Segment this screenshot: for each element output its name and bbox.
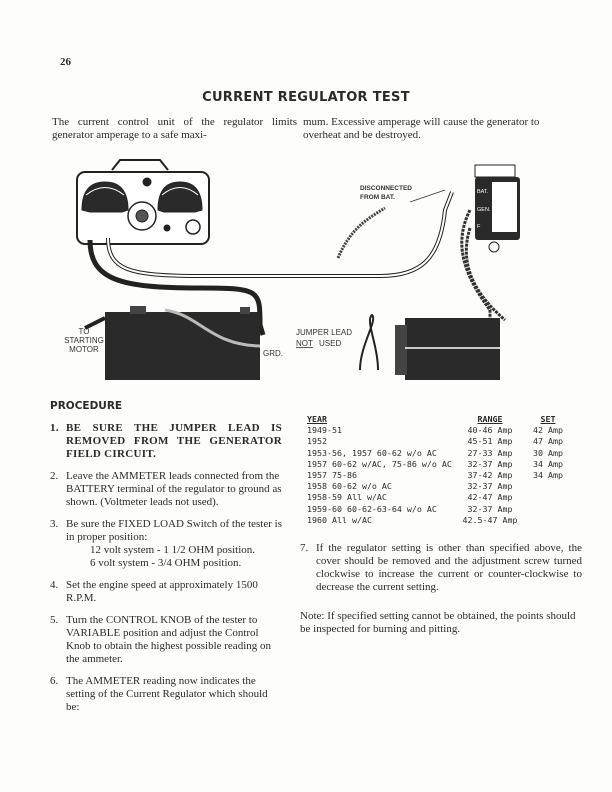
step-number: 2. [50,470,59,482]
table-row [307,448,573,459]
cell-year: 1958 60-62 w/o AC [307,481,392,492]
cell-range: 32-37 Amp [467,481,513,492]
cell-year: 1949-51 [307,425,342,436]
note: Note: If specified setting cannot be obtained, the points should be inspected for burning and pitting. [300,610,576,635]
cell-year: 1953-56, 1957 60-62 w/o AC [307,447,437,458]
cell-range: 32-37 Amp [467,458,513,469]
step-sub-6v: 6 volt system - 3/4 OHM position. [90,557,242,569]
cell-year: 1957 60-62 w/AC, 75-86 w/o AC [307,458,452,469]
step-text: Be sure the FIXED LOAD Switch of the tester is in proper position: [66,518,282,543]
tester-unit [77,160,209,244]
header-set: SET [540,414,556,424]
cell-year: 1960 All w/AC [307,514,372,525]
header-year: YEAR [307,414,327,424]
cell-set: 42 Amp [533,425,563,436]
cell-range: 40-46 Amp [467,425,513,436]
cell-range: 45-51 Amp [467,436,513,447]
table-row [307,425,573,436]
cell-set: 34 Amp [533,470,563,481]
cell-set: 34 Amp [533,458,563,469]
label-bat-terminal: BAT. [477,189,489,195]
step-1 [50,422,282,461]
cell-range: 27-33 Amp [467,447,513,458]
procedure-heading: PROCEDURE [50,400,123,412]
label-motor: MOTOR [69,345,99,354]
table-row [307,470,573,481]
intro-left: The current control unit of the regulator limits generator amperage to a safe maxi- [52,116,297,141]
cell-year: 1959-60 60-62-63-64 w/o AC [307,503,437,514]
table-row [307,481,573,492]
table-row [307,459,573,470]
cell-range: 32-37 Amp [467,503,513,514]
label-to: TO [78,327,90,336]
cell-set [523,515,573,526]
step-text: Leave the AMMETER leads connected from the BATTERY terminal of the regulator to ground as shown. (Voltmeter leads not used). [66,470,282,508]
cell-set [523,504,573,515]
table-row [307,492,573,503]
header-range: RANGE [477,414,503,424]
step-text: Turn the CONTROL KNOB of the tester to VARIABLE position and adjust the Control Knob to obtain the highest possible reading on the ammeter. [66,614,271,665]
step-number: 1. [50,422,59,434]
step-2 [50,470,282,509]
table-body [307,425,573,526]
label-starting: STARTING [64,336,104,345]
step-number: 4. [50,579,59,591]
cell-set: 47 Amp [533,436,563,447]
generator [395,318,500,380]
step-3 [50,518,282,570]
cell-year: 1952 [307,436,327,447]
step-7 [300,542,582,594]
step-number: 6. [50,675,59,687]
cell-set [523,481,573,492]
cell-set [523,492,573,503]
regulator-settings-table [307,414,573,526]
intro-right: mum. Excessive amperage will cause the generator to overheat and be destroyed. [303,116,540,141]
table-row [307,436,573,447]
label-disconnected: DISCONNECTED [360,185,413,192]
step-number: 3. [50,518,59,530]
page-title: CURRENT REGULATOR TEST [202,90,410,105]
step-text: BE SURE THE JUMPER LEAD IS REMOVED FROM THE GENERATOR FIELD CIRCUIT. [66,422,282,460]
step-text: The AMMETER reading now indicates the setting of the Current Regulator which should be: [66,675,268,713]
jumper-lead [360,315,378,370]
procedure-steps [50,422,282,714]
cell-year: 1957 75-86 [307,470,357,481]
battery [85,306,260,380]
table-row [307,504,573,515]
step-sub-12v: 12 volt system - 1 1/2 OHM position. [90,544,256,556]
right-column-text [300,542,582,636]
step-text: Set the engine speed at approximately 1500 R.P.M. [66,579,258,604]
step-4 [50,579,282,605]
table-row [307,515,573,526]
page-number: 26 [60,56,71,68]
label-not: NOT [296,339,313,348]
cell-range: 42.5-47 Amp [462,514,518,525]
label-used: USED [319,339,342,348]
step-text: If the regulator setting is other than specified above, the cover should be removed and the adjustment screw turned clockwise to increase the current or counter-clockwise to decrease the current setting. [316,542,582,593]
cell-set: 30 Amp [533,447,563,458]
table-header [307,414,573,425]
step-number: 5. [50,614,59,626]
wiring-diagram [60,150,570,380]
step-5 [50,614,282,666]
cell-year: 1958-59 All w/AC [307,492,387,503]
label-grd: GRD. [263,349,283,358]
cell-range: 42-47 Amp [467,492,513,503]
label-gen-terminal: GEN. [477,207,491,213]
step-number: 7. [300,542,309,554]
label-from-bat: FROM BAT. [360,194,395,201]
step-6 [50,675,282,714]
cell-range: 37-42 Amp [467,470,513,481]
label-jumper-lead: JUMPER LEAD [296,328,353,337]
label-f-terminal: F [477,224,481,230]
